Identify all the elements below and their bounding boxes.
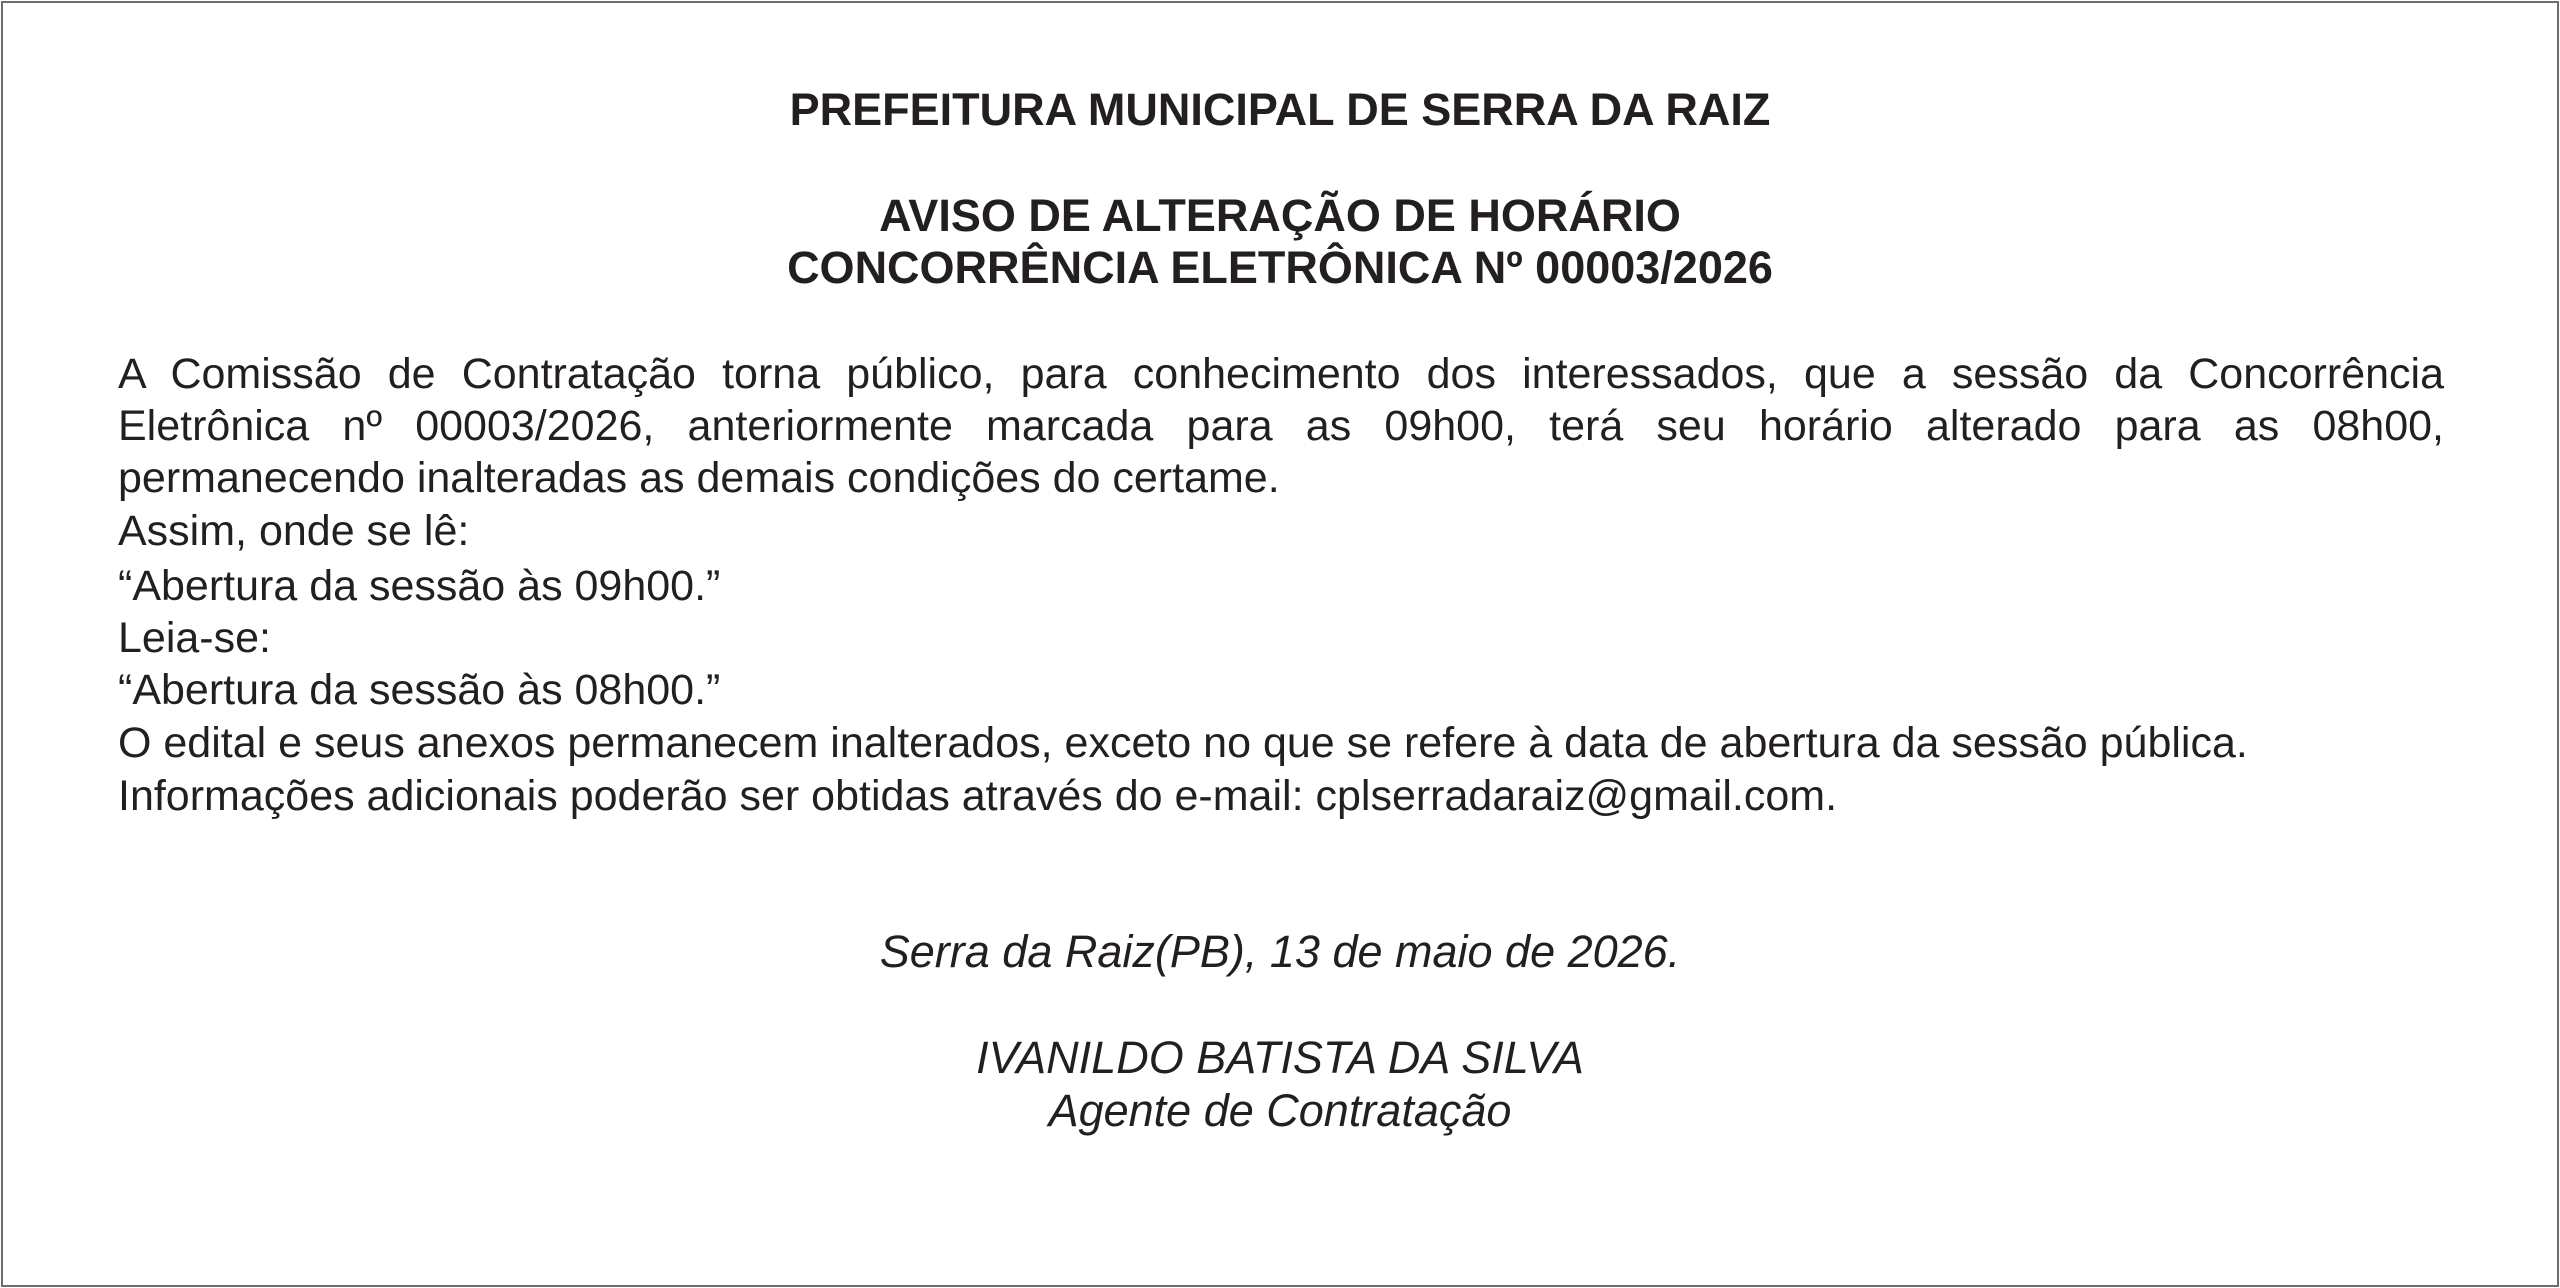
read-as-quote: “Abertura da sessão às 08h00.”: [118, 666, 721, 714]
notice-paragraph: A Comissão de Contratação torna público, para conhecimento dos interessados, que a sessão da Concorrência Eletrônica nº 00003/2026, anteriormente marcada para as 09h00, terá seu horário alterado para as 08h00, permanecendo inalteradas as demais condições do certame.: [118, 350, 2444, 502]
notice-subtitle: CONCORRÊNCIA ELETRÔNICA Nº 00003/2026: [787, 242, 1773, 293]
where-reads-quote: “Abertura da sessão às 09h00.”: [118, 562, 721, 610]
municipality-title: PREFEITURA MUNICIPAL DE SERRA DA RAIZ: [789, 84, 1771, 135]
edital-note: O edital e seus anexos permanecem inalterados, exceto no que se refere à data de abertura da sessão pública.: [118, 719, 2248, 767]
where-reads-label: Assim, onde se lê:: [118, 507, 470, 555]
place-date: Serra da Raiz(PB), 13 de maio de 2026.: [879, 926, 1681, 977]
contact-info: Informações adicionais poderão ser obtidas através do e-mail: cplserradaraiz@gmail.com.: [118, 772, 1838, 820]
read-as-label: Leia-se:: [118, 614, 271, 662]
notice-title: AVISO DE ALTERAÇÃO DE HORÁRIO: [879, 190, 1681, 241]
signatory-role: Agente de Contratação: [1048, 1085, 1512, 1136]
signatory-name: IVANILDO BATISTA DA SILVA: [976, 1032, 1584, 1083]
